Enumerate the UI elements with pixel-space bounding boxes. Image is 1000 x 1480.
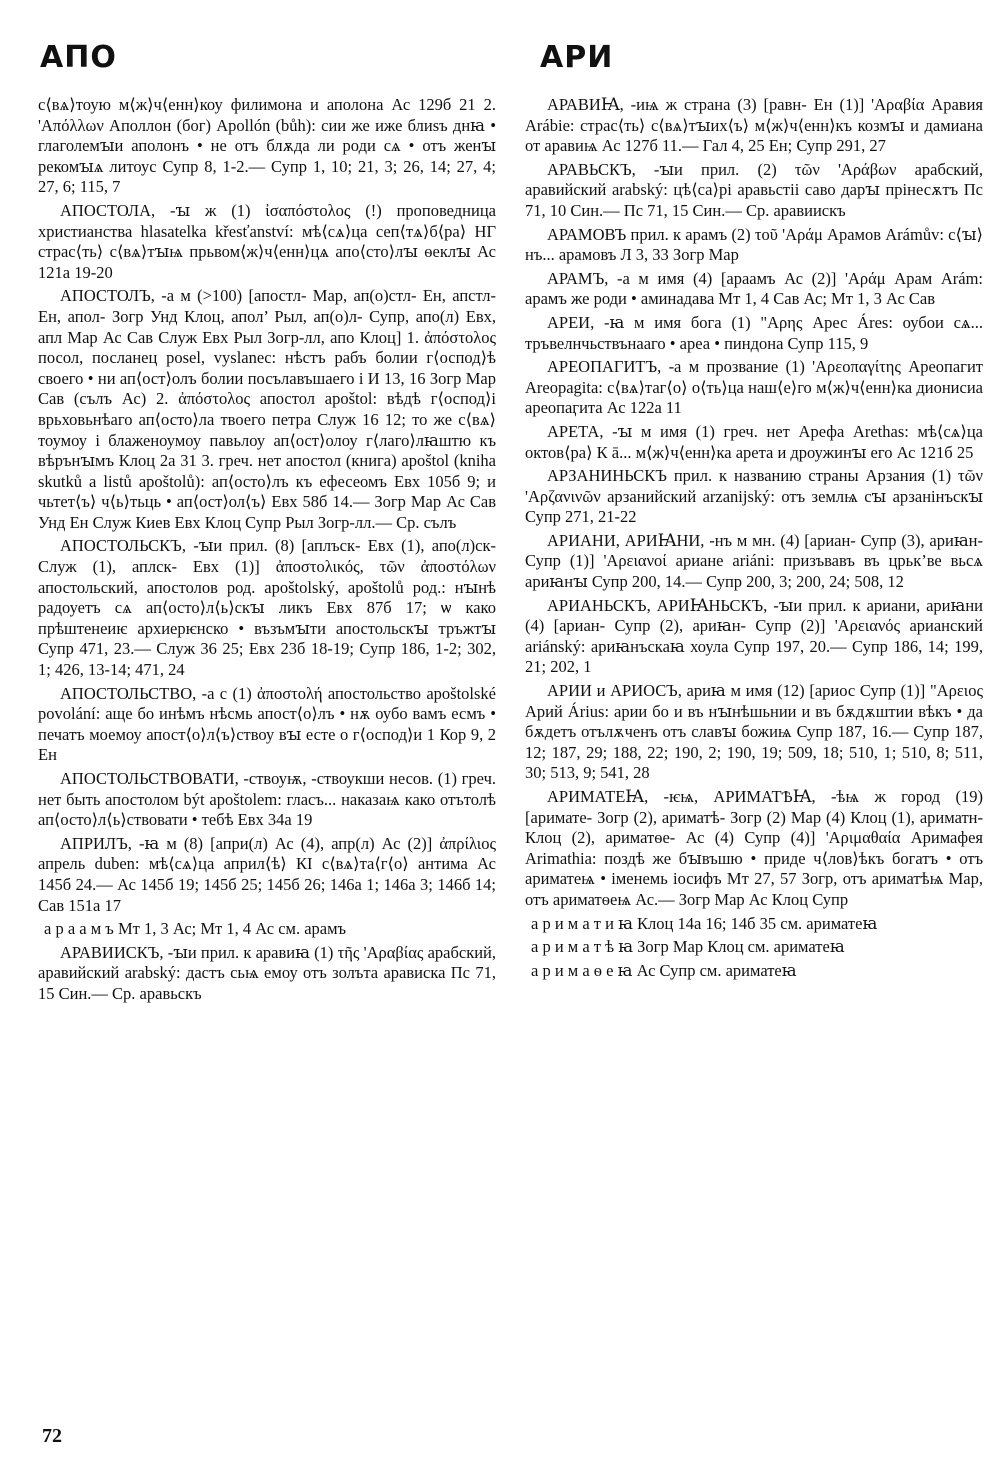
dictionary-entry: АПОСТОЛЬСТВО, -а с (1) ἀποστολή апостольство apoštolské povolání: аще бо инѣмъ нѣсмь апост⟨о⟩лъ • нѫ оубо вамъ есмъ • печатъ моемоу апост⟨о⟩л⟨ъ⟩ствоу вꙑ есте о г⟨оспод⟩и 1 Кор 9, 2 Ен [38, 683, 496, 765]
dictionary-entry: АРИАНИ, АРИꙖНИ, -нъ м мн. (4) [ариан- Супр (3), ариꙗн- Супр (1)] 'Αρειανοί ариане ariáni: призъвавъ въ црьк’ве вьсѧ ариꙗнꙑ Супр 200, 14.— Супр 200, 3; 200, 24; 508, 12 [525, 530, 983, 592]
dictionary-entry: АРЕТА, -ꙑ м имя (1) греч. нет Арефа Arethas: мѣ⟨сѧ⟩ца октов⟨ра⟩ К ā... м⟨ж⟩ч⟨енн⟩ка арета и дроужинꙑ его Ас 121б 25 [525, 421, 983, 462]
right-running-head: АРИ [540, 40, 614, 75]
dictionary-entry: АРИАНЬСКЪ, АРИꙖНЬСКЪ, -ꙑи прил. к ариани, ариꙗни (4) [ариан- Супр (2), ариꙗн- Супр (2)] 'Αρειανός арианский ariánský: ариꙗнъскаꙗ хоула Супр 197, 20.— Супр 186, 14; 199, 21; 202, 1 [525, 595, 983, 677]
dictionary-entry: с⟨вѧ⟩тоую м⟨ж⟩ч⟨енн⟩коу филимона и аполона Ас 129б 21 2. 'Απόλλων Аполлон (бог) Apollón (bůh): сии же иже блиѕъ днꙗ • глаголемꙑи аполонъ • не отъ блѫда ли роди сѧ • отъ женꙑ рекомꙑѧ литоус Супр 8, 1-2.— Супр 1, 10; 21, 3; 26, 14; 27, 4; 27, 6; 115, 7 [38, 95, 496, 197]
dictionary-entry: а р а а м ъ Мт 1, 3 Ас; Мт 1, 4 Ас см. арамъ [44, 919, 347, 939]
dictionary-entry: АРИМАТЕꙖ, -ѥѩ, АРИМАТѢꙖ, -ѣѩ ж город (19) [аримате- Зогр (2), ариматѣ- Зогр (2) Мар (4) Клоц (1), ариматн- Клоц (2), ариматѳе- Ас (4) Супр (4)] 'Αριμαθαία Аримафея Arimathia: поздѣ же бꙑвъшю • приде ч⟨лов⟩ѣкъ богатъ • отъ ариматеѩ • іменемь іосифъ Мт 27, 57 Зогр, отъ ариматѣѩ Мар, отъ ариматѳеѩ Ас.— Зогр Мар Ас Клоц Супр [525, 787, 983, 909]
dictionary-entry: АПОСТОЛЪ, -а м (>100) [апостл- Мар, ап(о)стл- Ен, апстл- Ен, апол- Зогр Унд Клоц, апол’ Рыл, ап(о)л- Супр, апо(л) Евх, апл Мар Ас Сав Служ Евх Рыл Зогр-лл, апо Клоц] 1. ἀπόστολος посол, посланец posel, vyslanec: нѣстъ рабъ болии г⟨оспод⟩ѣ своего • ни ап⟨ост⟩олъ болии посълавъшаего і И 13, 16 Зогр Мар Сав (сълъ Ас) 2. ἀπόστολος апостол apoštol: вѣдѣ г⟨оспод⟩і врьховьнѣаго ап⟨осто⟩ла твоего петра Служ 16 12; то же с⟨вѧ⟩тоумоу і блаженоумоу павьлоу ап⟨ост⟩олоу г⟨лаго⟩лꙗштю къ вѣрънꙑмъ Клоц 2а 31 3. греч. нет апостол (книга) apoštol (kniha skutků a listů apoštolů): ап⟨осто⟩лъ къ ефесеомъ Евх 105б 9; и чьтет⟨ъ⟩ ч⟨ь⟩тьць • ап⟨ост⟩ол⟨ъ⟩ Евх 58б 14.— Зогр Мар Ас Сав Унд Ен Служ Киев Евх Клоц Супр Рыл Зогр-лл.— Ср. сълъ [38, 286, 496, 532]
dictionary-entry: АРЕОПАГИТЪ, -а м прозвание (1) 'Αρεοπαγίτης Ареопагит Areopagita: с⟨вѧ⟩таг⟨о⟩ о⟨ть⟩ца наш⟨е⟩го м⟨ж⟩ч⟨енн⟩ка дионисиа ареопаӷита Ас 122а 11 [525, 357, 983, 418]
right-column [525, 95, 983, 1445]
dictionary-entry: АПРИЛЪ, -ꙗ м (8) [апри(л) Ас (4), апр(л) Ас (2)] ἀπρίλιος апрель duben: мѣ⟨сѧ⟩ца април⟨ѣ⟩ КІ с⟨вѧ⟩та⟨г⟨о⟩ антима Ас 145б 24.— Ас 145б 19; 145б 25; 145б 26; 146а 1; 146а 3; 146б 14; Сав 151а 17 [38, 833, 496, 915]
dictionary-entry: АРИИ и АРИОСЪ, ариꙗ м имя (12) [ариос Супр (1)] "Αρειος Арий Árius: арии бо и въ нꙑнѣшьнии и въ бѫдѫштии вѣкъ • да бѫдетъ отълѫченъ отъ славꙑ божиѩ Супр 187, 16.— Супр 187, 12; 187, 29; 188, 22; 190, 2; 190, 19; 509, 18; 510, 1; 510, 8; 511, 30; 513, 9; 541, 28 [525, 681, 983, 783]
dictionary-entry: АРЕИ, -ꙗ м имя бога (1) "Αρης Арес Áres: оубои сѧ... тръвелнчьствънааго • ареа • пиндона Супр 115, 9 [525, 312, 983, 353]
left-column [38, 95, 496, 1430]
dictionary-entry: а р и м а т и ꙗ Клоц 14а 16; 14б 35 см. ариматеꙗ [531, 913, 878, 933]
left-running-head: АПО [40, 40, 117, 75]
page-number: 72 [42, 1425, 62, 1447]
dictionary-entry: АРАМЪ, -а м имя (4) [араамъ Ас (2)] 'Αράμ Арам Arám: арамъ же роди • аминадава Мт 1, 4 Сав Ас; Мт 1, 3 Ас Сав [525, 268, 983, 309]
dictionary-entry: а р и м а т ѣ ꙗ Зогр Мар Клоц см. ариматеꙗ [531, 937, 845, 957]
dictionary-entry: АПОСТОЛЬСКЪ, -ꙑи прил. (8) [аплъск- Евх (1), апо(л)ск- Служ (1), аплск- Евх (1)] ἀποστολικός, τῶν ἀποστόλων апостольский, апостолов род. apoštolský, apoštolů род.: нꙑнѣ радоуетъ сѧ ап⟨осто⟩л⟨ь⟩скꙑ ликъ Евх 87б 17; ѡ како прѣштенеиѥ архиерѥнско • възъмꙑти апостольскꙑ тръжтꙑ Супр 471, 23.— Служ 36 25; Евх 23б 18-19; Супр 186, 1-2; 302, 1; 426, 13-14; 471, 24 [38, 536, 496, 680]
dictionary-entry: АРАВИИСКЪ, -ꙑи прил. к аравиꙗ (1) τῆς 'Αραβίας арабский, аравийский arabský: дастъ сьѩ емоу отъ золъта арависка Пс 71, 15 Син.— Ср. аравьскъ [38, 942, 496, 1003]
dictionary-entry: АРАВИꙖ, -иѩ ж страна (3) [равн- Ен (1)] 'Αραβία Аравия Arábie: страс⟨ть⟩ с⟨вѧ⟩тꙑих⟨ъ⟩ м⟨ж⟩ч⟨енн⟩къ козмꙑ и дамиана от аравиѩ Ас 127б 11.— Гал 4, 25 Ен; Супр 291, 27 [525, 95, 983, 156]
dictionary-entry: АРАВЬСКЪ, -ꙑи прил. (2) τῶν 'Αράβων арабский, аравийский arabský: цѣ⟨са⟩рі аравьстіі саво дарꙑ прінесѫтъ Пс 71, 10 Син.— Пс 71, 15 Син.— Ср. аравиискъ [525, 159, 983, 220]
dictionary-entry: АПОСТОЛЬСТВОВАТИ, -ствоуѭ, -ствоукши несов. (1) греч. нет быть апостолом být apoštolem: гласъ... наказаѩ како отътолѣ ап⟨осто⟩л⟨ь⟩ствовати • тебѣ Евх 34а 19 [38, 769, 496, 830]
dictionary-entry: АПОСТОЛА, -ꙑ ж (1) ἰσαπόστολος (!) проповедница христианства hlasatelka křesťanství: мѣ⟨сѧ⟩ца сеп⟨тѧ⟩б⟨ра⟩ НГ страс⟨ть⟩ с⟨вѧ⟩тꙑѩ прьвом⟨ж⟩ч⟨енн⟩цѧ апо⟨сто⟩лꙑ ѳеклꙑ Ас 121а 19-20 [38, 200, 496, 282]
dictionary-entry: АРАМОВЪ прил. к арамъ (2) τοῦ 'Αράμ Арамов Arámův: с⟨ꙑ⟩нъ... арамовъ Л 3, 33 Зогр Мар [525, 224, 983, 265]
dictionary-entry: АРЗАНИНЬСКЪ прил. к названию страны Арзания (1) τῶν 'Αρζανινῶν арзанийский arzanijský: отъ землѩ сꙑ арзанінъскꙑ Супр 271, 21-22 [525, 466, 983, 527]
dictionary-entry: а р и м а ѳ е ꙗ Ас Супр см. ариматеꙗ [531, 960, 797, 980]
